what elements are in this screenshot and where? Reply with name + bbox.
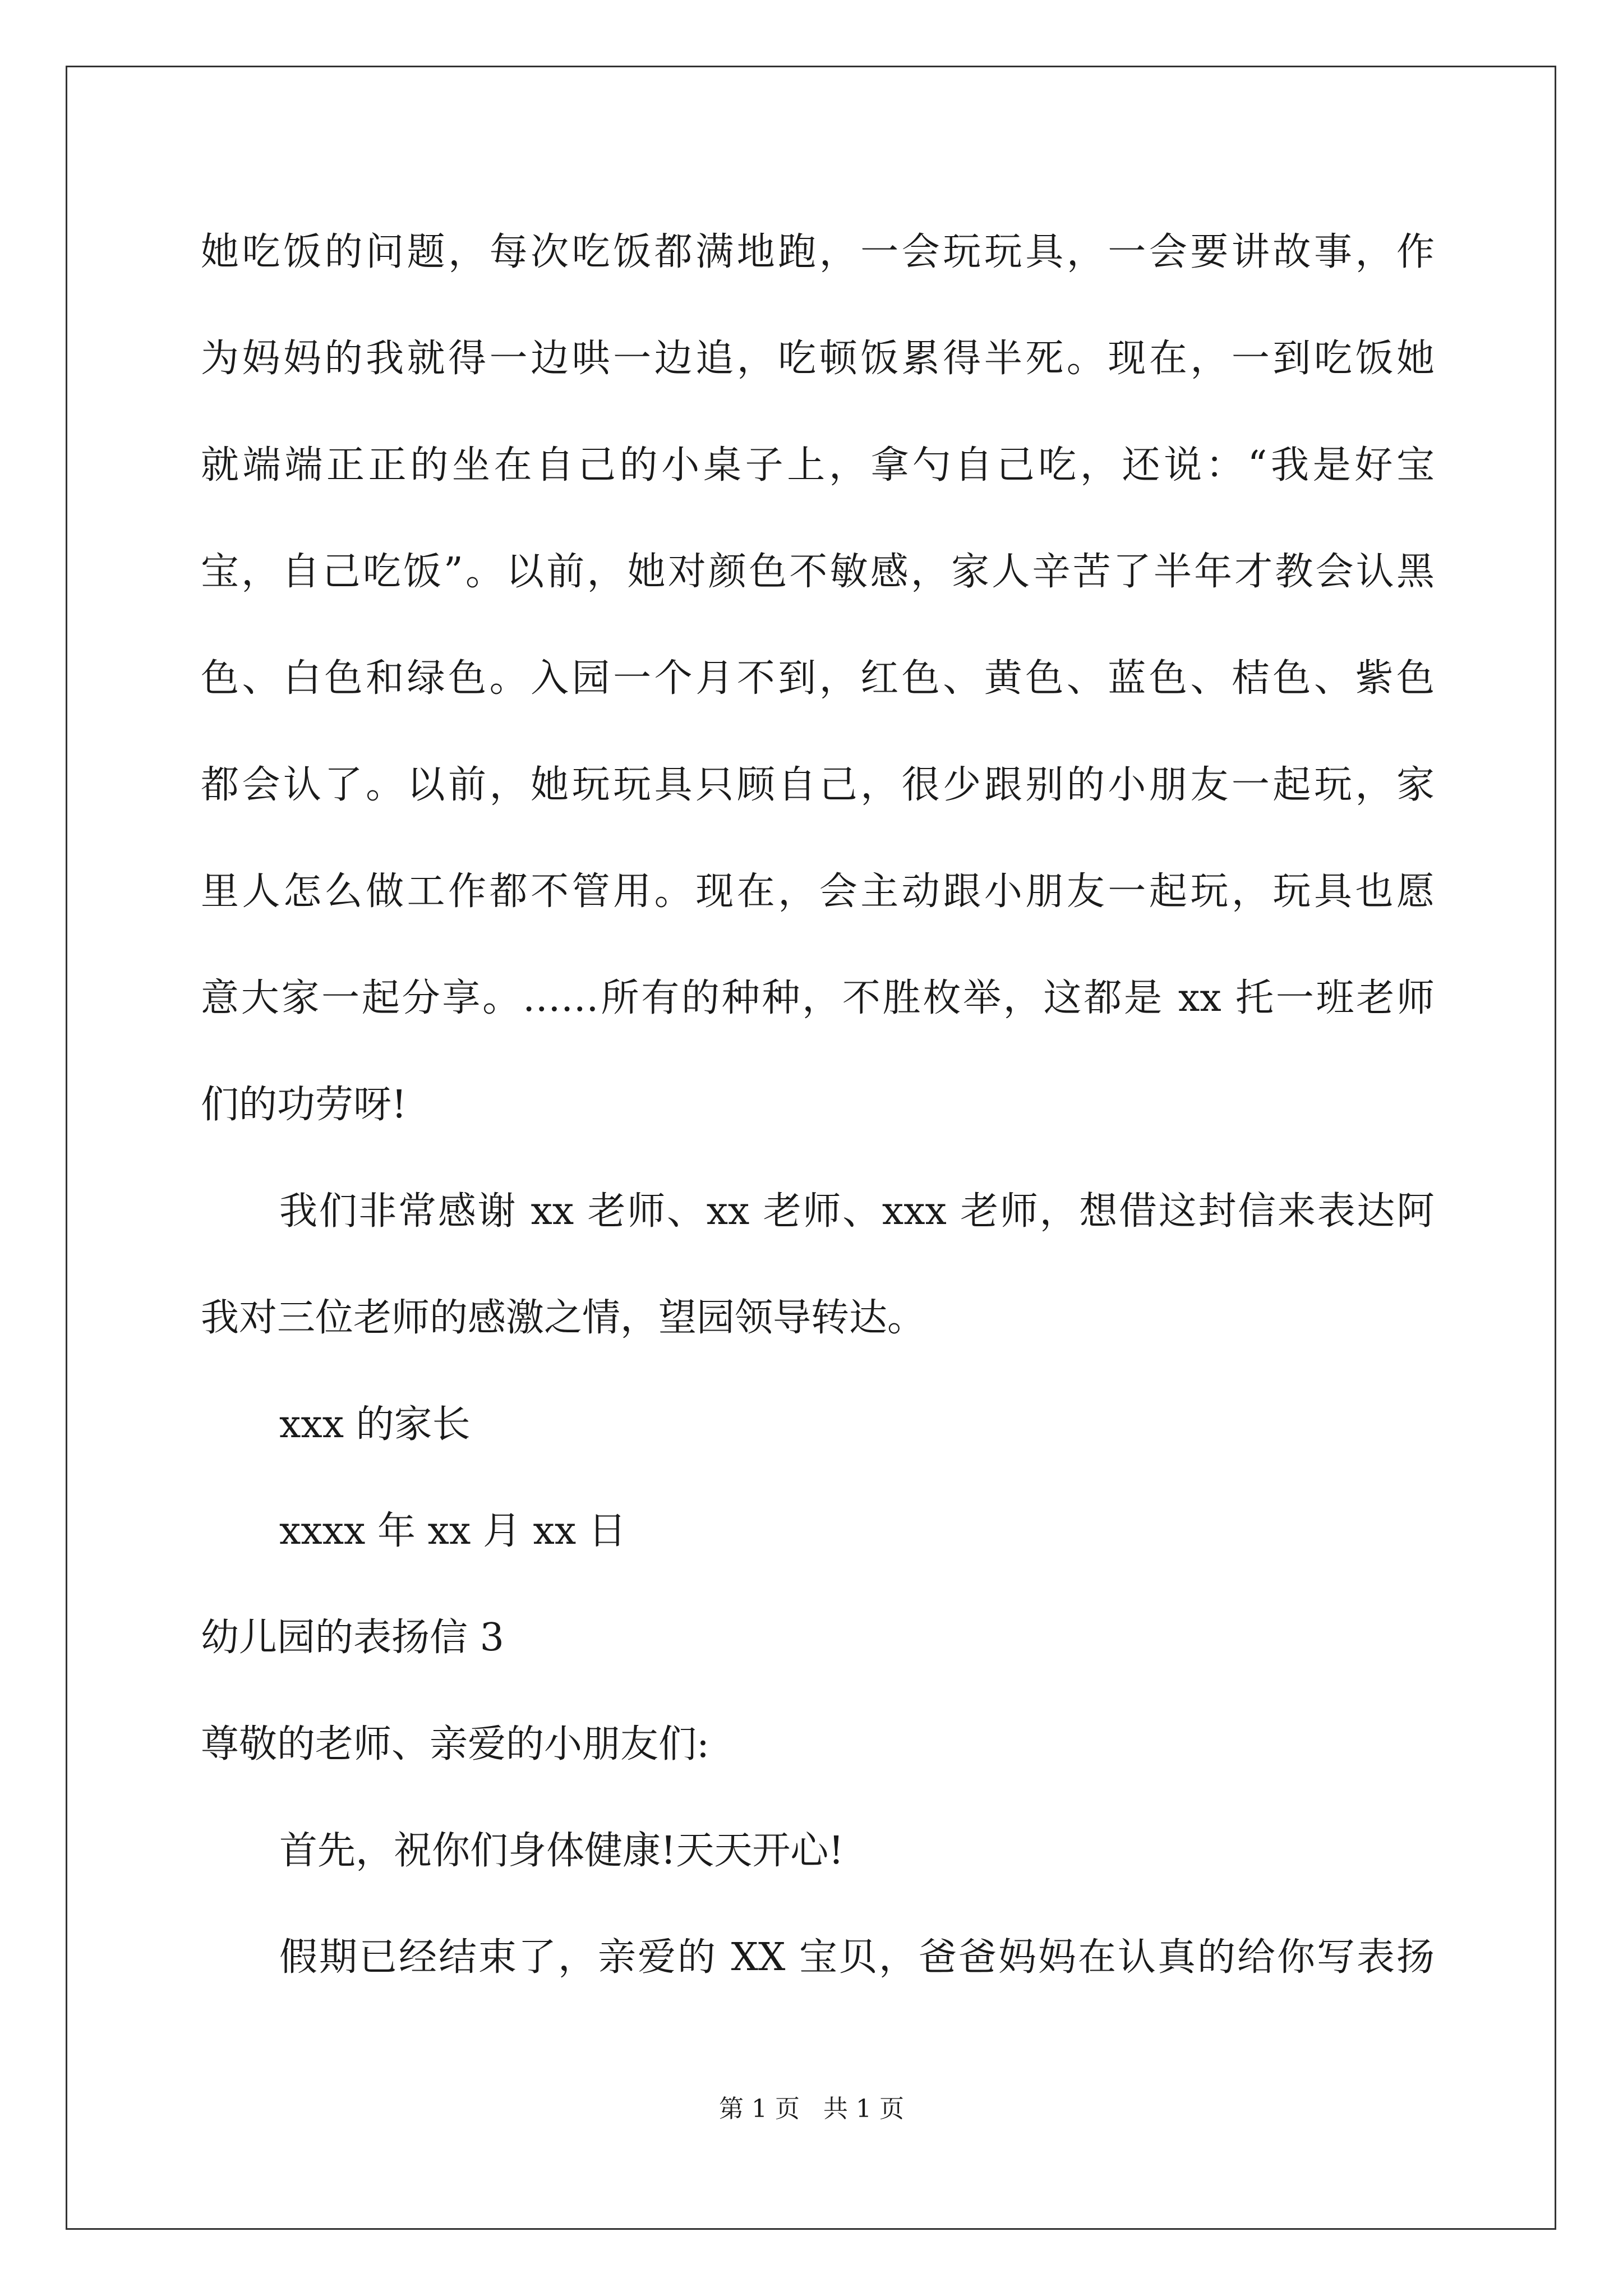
- signature: xxx 的家长: [279, 1402, 471, 1447]
- section-title: 幼儿园的表扬信 3: [201, 1616, 504, 1660]
- salutation: 尊敬的老师、亲爱的小朋友们:: [201, 1722, 709, 1766]
- paragraph-line: 我们非常感谢 xx 老师、xx 老师、xxx 老师，想借这封信来表达阿: [279, 1189, 1435, 1234]
- paragraph-line: 色、白色和绿色。入园一个月不到，红色、黄色、蓝色、桔色、紫色: [201, 656, 1435, 701]
- paragraph-line: 意大家一起分享。……所有的种种，不胜枚举，这都是 xx 托一班老师: [201, 976, 1435, 1020]
- page-footer: 第 1 页 共 1 页: [719, 2095, 904, 2123]
- paragraph-line: 就端端正正的坐在自己的小桌子上，拿勺自己吃，还说：“我是好宝: [201, 443, 1435, 487]
- paragraph-line: 里人怎么做工作都不管用。现在，会主动跟小朋友一起玩，玩具也愿: [201, 869, 1435, 914]
- paragraph-line: 她吃饭的问题，每次吃饭都满地跑，一会玩玩具，一会要讲故事，作: [201, 230, 1435, 274]
- paragraph-line: 宝，自己吃饭”。以前，她对颜色不敏感，家人辛苦了半年才教会认黑: [201, 550, 1435, 594]
- paragraph-line: 我对三位老师的感激之情，望园领导转达。: [201, 1296, 926, 1340]
- paragraph-line: 都会认了。以前，她玩玩具只顾自己，很少跟别的小朋友一起玩，家: [201, 763, 1435, 807]
- paragraph-line: 们的功劳呀!: [201, 1083, 407, 1127]
- paragraph-line: 为妈妈的我就得一边哄一边追，吃顿饭累得半死。现在，一到吃饭她: [201, 337, 1435, 381]
- letter-date: xxxx 年 xx 月 xx 日: [279, 1509, 626, 1553]
- paragraph-line: 假期已经结束了，亲爱的 XX 宝贝，爸爸妈妈在认真的给你写表扬: [279, 1935, 1435, 1980]
- greeting: 首先，祝你们身体健康!天天开心!: [279, 1829, 844, 1873]
